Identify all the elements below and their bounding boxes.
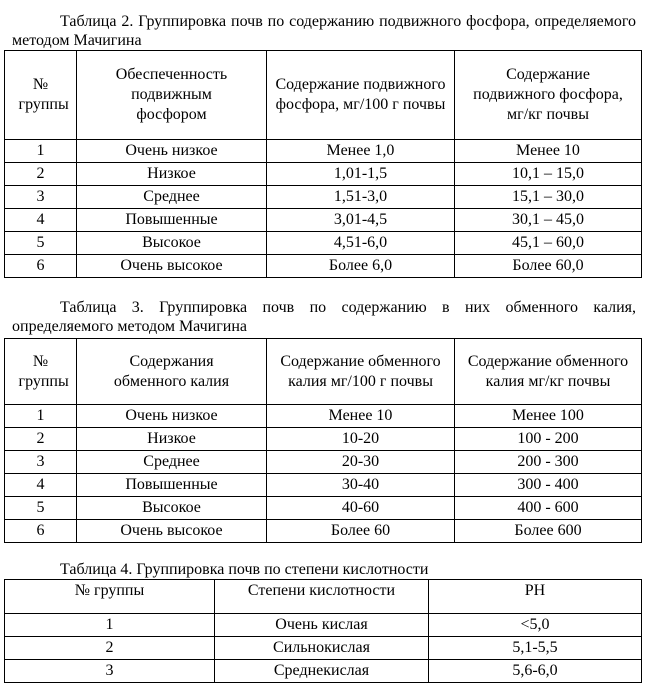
table-row bbox=[5, 497, 642, 520]
table-cell: 10,1 – 15,0 bbox=[455, 163, 642, 186]
table-cell: Более 6,0 bbox=[267, 255, 455, 278]
table-header-row bbox=[5, 51, 642, 140]
table-cell: 1,01-1,5 bbox=[267, 163, 455, 186]
table-cell: Очень высокое bbox=[77, 520, 267, 543]
table-cell: 15,1 – 30,0 bbox=[455, 186, 642, 209]
table-row bbox=[5, 451, 642, 474]
table-cell: 2 bbox=[5, 428, 77, 451]
table-cell: 2 bbox=[5, 163, 77, 186]
table-cell: 30,1 – 45,0 bbox=[455, 209, 642, 232]
table-cell: 4 bbox=[5, 209, 77, 232]
table-row bbox=[5, 520, 642, 543]
table-cell: Более 60 bbox=[267, 520, 455, 543]
table-row bbox=[5, 255, 642, 278]
table-row bbox=[5, 209, 642, 232]
table3-caption: Таблица 3. Группировка почв по содержанию в них обменного калия, определяемого методом Мачигина bbox=[12, 299, 636, 335]
table-cell: 40-60 bbox=[267, 497, 455, 520]
table-cell: 200 - 300 bbox=[455, 451, 642, 474]
header-potassium-mgkg: Содержание обменного калия мг/кг почвы bbox=[455, 339, 642, 405]
table-cell: 10-20 bbox=[267, 428, 455, 451]
table-cell: 3,01-4,5 bbox=[267, 209, 455, 232]
table-cell: 6 bbox=[5, 520, 77, 543]
header-group-number: № группы bbox=[5, 339, 77, 405]
table-row bbox=[5, 474, 642, 497]
table4-caption: Таблица 4. Группировка почв по степени кислотности bbox=[60, 561, 429, 578]
table-cell: Очень высокое bbox=[77, 255, 267, 278]
table-cell: Менее 10 bbox=[267, 405, 455, 428]
table2-phosphorus bbox=[4, 50, 642, 278]
table-cell: Более 60,0 bbox=[455, 255, 642, 278]
table-cell: 1 bbox=[5, 405, 77, 428]
table-row bbox=[5, 614, 642, 637]
table-cell: 300 - 400 bbox=[455, 474, 642, 497]
table-row bbox=[5, 140, 642, 163]
table-cell: 4 bbox=[5, 474, 77, 497]
header-phosphorus-mgkg: Содержание подвижного фосфора, мг/кг почвы bbox=[455, 51, 642, 140]
table-row bbox=[5, 405, 642, 428]
table-cell: 1 bbox=[5, 140, 77, 163]
table-cell: 1,51-3,0 bbox=[267, 186, 455, 209]
table-row bbox=[5, 232, 642, 255]
table-cell: Очень низкое bbox=[77, 140, 267, 163]
table-cell: 400 - 600 bbox=[455, 497, 642, 520]
table2-caption: Таблица 2. Группировка почв по содержанию подвижного фосфора, определяемого методом Мачигина bbox=[12, 13, 636, 49]
header-potassium-mg100g: Содержание обменного калия мг/100 г почвы bbox=[267, 339, 455, 405]
table-cell: Высокое bbox=[77, 497, 267, 520]
table-row bbox=[5, 660, 642, 683]
table-row bbox=[5, 163, 642, 186]
table-cell: 6 bbox=[5, 255, 77, 278]
table-cell: 3 bbox=[5, 186, 77, 209]
table-header-row bbox=[5, 339, 642, 405]
table-cell: 3 bbox=[5, 451, 77, 474]
header-phosphorus-provision: Обеспеченность подвижным фосфором bbox=[77, 51, 267, 140]
table-cell: 4,51-6,0 bbox=[267, 232, 455, 255]
table-cell: Очень кислая bbox=[215, 614, 429, 637]
table-row bbox=[5, 428, 642, 451]
table4-acidity bbox=[4, 579, 642, 683]
table-cell: Менее 10 bbox=[455, 140, 642, 163]
table-cell: 5 bbox=[5, 232, 77, 255]
table-cell: 3 bbox=[5, 660, 215, 683]
table-cell: 5,1-5,5 bbox=[429, 637, 642, 660]
header-phosphorus-mg100g: Содержание подвижного фосфора, мг/100 г почвы bbox=[267, 51, 455, 140]
table-cell: 100 - 200 bbox=[455, 428, 642, 451]
table-cell: 5,6-6,0 bbox=[429, 660, 642, 683]
table-cell: 2 bbox=[5, 637, 215, 660]
header-acidity-degree: Степени кислотности bbox=[215, 580, 429, 614]
table-cell: Низкое bbox=[77, 428, 267, 451]
table-cell: 30-40 bbox=[267, 474, 455, 497]
table-cell: Высокое bbox=[77, 232, 267, 255]
table-cell: 20-30 bbox=[267, 451, 455, 474]
header-group-number: № группы bbox=[5, 51, 77, 140]
header-potassium-content: Содержания обменного калия bbox=[77, 339, 267, 405]
table-cell: <5,0 bbox=[429, 614, 642, 637]
table-cell: Сильнокислая bbox=[215, 637, 429, 660]
table-cell: 5 bbox=[5, 497, 77, 520]
table-cell: 45,1 – 60,0 bbox=[455, 232, 642, 255]
table-cell: Повышенные bbox=[77, 474, 267, 497]
table-header-row bbox=[5, 580, 642, 614]
table-cell: Повышенные bbox=[77, 209, 267, 232]
table-row bbox=[5, 186, 642, 209]
table-cell: Низкое bbox=[77, 163, 267, 186]
table-cell: Среднее bbox=[77, 186, 267, 209]
table-cell: Более 600 bbox=[455, 520, 642, 543]
table-cell: Менее 100 bbox=[455, 405, 642, 428]
table-cell: Среднекислая bbox=[215, 660, 429, 683]
table-row bbox=[5, 637, 642, 660]
table-cell: 1 bbox=[5, 614, 215, 637]
table-cell: Менее 1,0 bbox=[267, 140, 455, 163]
table-cell: Очень низкое bbox=[77, 405, 267, 428]
header-group-number: № группы bbox=[5, 580, 215, 614]
table-cell: Среднее bbox=[77, 451, 267, 474]
header-ph: PH bbox=[429, 580, 642, 614]
table3-potassium bbox=[4, 338, 642, 543]
